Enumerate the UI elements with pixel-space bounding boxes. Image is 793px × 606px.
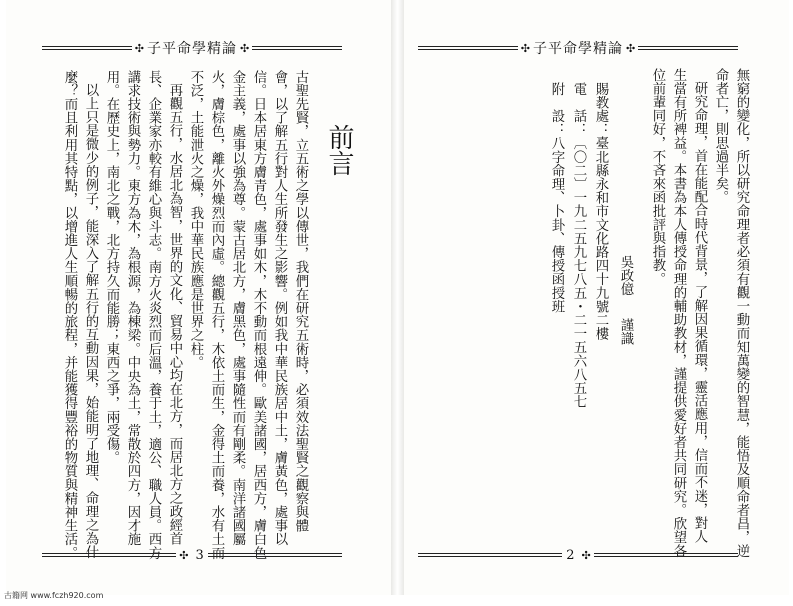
text-column: 金主義，處事以強為尊。蒙古居北方，膚黑色，處事隨性而有剛柔。南洋諸國屬 <box>230 70 245 546</box>
header-rule <box>42 46 132 50</box>
author-suffix: 謹識 <box>618 318 633 346</box>
header-rule <box>638 46 738 50</box>
text-column: 講求技術與勢力。東方為木，為根源，為棟梁。中央為土，常散於四方，因才施 <box>125 70 140 546</box>
ornament-icon: ✣ <box>626 41 636 55</box>
footer-rule <box>42 553 176 557</box>
text-column: 長、企業家亦較有維心與斗志。南方火炎烈而后溫，養于土，適公、職人員。西方 <box>146 70 161 560</box>
text-column: 會，以了解五行對人生所發生之影響。例如我中華民族居中土，膚黃色，處事以 <box>272 70 287 546</box>
text-column: 命者亡，則思過半矣。 <box>713 68 728 204</box>
book-gutter <box>391 0 404 595</box>
page-header <box>42 40 342 56</box>
page-header <box>418 40 738 56</box>
page-number: 2 <box>566 547 575 563</box>
text-column: 信。日本居東方膚青色，處事如木，木不動而根遠伸。歐美諸國，居西方，膚白色 <box>251 70 266 560</box>
text-column: 用。在歷史上，南北之戰，北方持久而能勝；東西之爭，兩受傷。 <box>104 70 119 465</box>
contact-phone: 電 話：〔〇二〕一九二五九七八五・二一五六八五七 <box>571 82 586 409</box>
chapter-title: 前言 <box>324 124 354 176</box>
footer-rule <box>594 553 738 557</box>
ornament-icon: ✣ <box>520 41 530 55</box>
ornament-icon: ✣ <box>240 41 250 55</box>
text-column: 位前輩同好，不吝來函批評與指教。 <box>650 68 665 286</box>
ornament-icon: ✣ <box>581 548 591 562</box>
text-column: 生當有所裨益。本書為本人傳授命理的輔助教材，謹提供愛好者共同研究。欣望各 <box>671 68 686 558</box>
site-watermark: 古籍网 www.fczh920.com <box>4 591 104 600</box>
footer-rule <box>208 553 342 557</box>
text-column: 火，膚棕色，離火外燥烈而內虛。總觀五行，木依土而生，金得土而養，水有土而 <box>209 70 224 560</box>
header-rule <box>418 46 518 50</box>
contact-services: 附 設：八字命理、卜卦、傳授函授班 <box>549 82 564 314</box>
header-rule <box>252 46 342 50</box>
text-column: 無窮的變化，所以研究命理者必須有觀一動而知萬變的智慧，能悟及順命者昌，逆 <box>734 68 749 558</box>
ornament-icon: ✣ <box>134 41 144 55</box>
contact-address: 賜教處：臺北縣永和市文化路四十九號二樓 <box>593 82 608 341</box>
page-right <box>404 0 789 595</box>
ornament-icon: ✣ <box>179 548 189 562</box>
text-column: 再觀五行，水居北為智，世界的文化、貿易中心均在北方，而居北方之政經首 <box>167 83 182 546</box>
text-column: 不泛，土能泄火之燥，我中華民族應是世界之柱。 <box>188 70 203 370</box>
page-number: 3 <box>195 547 204 563</box>
text-column: 麼？而且利用其特點，以增進人生順暢的旅程，并能獲得豐裕的物質與精神生活。 <box>62 70 77 560</box>
author-name: 吳政億 <box>618 255 633 296</box>
page-footer <box>42 548 342 562</box>
text-column: 研究命理，首在能配合時代背景，了解因果循環，靈活應用，信而不迷，對人 <box>692 81 707 544</box>
header-title: 子平命學精論 <box>147 41 237 57</box>
text-column: 古聖先賢，立五術之學以傳世，我們在研究五術時，必須效法聖賢之觀察與體 <box>293 70 308 533</box>
page-footer <box>418 548 738 562</box>
footer-rule <box>418 553 562 557</box>
page-left <box>6 0 391 595</box>
text-column: 以上只是微少的例子，能深入了解五行的互動因果，始能明了地理、命理之為什 <box>83 83 98 559</box>
header-title: 子平命學精論 <box>533 41 623 57</box>
